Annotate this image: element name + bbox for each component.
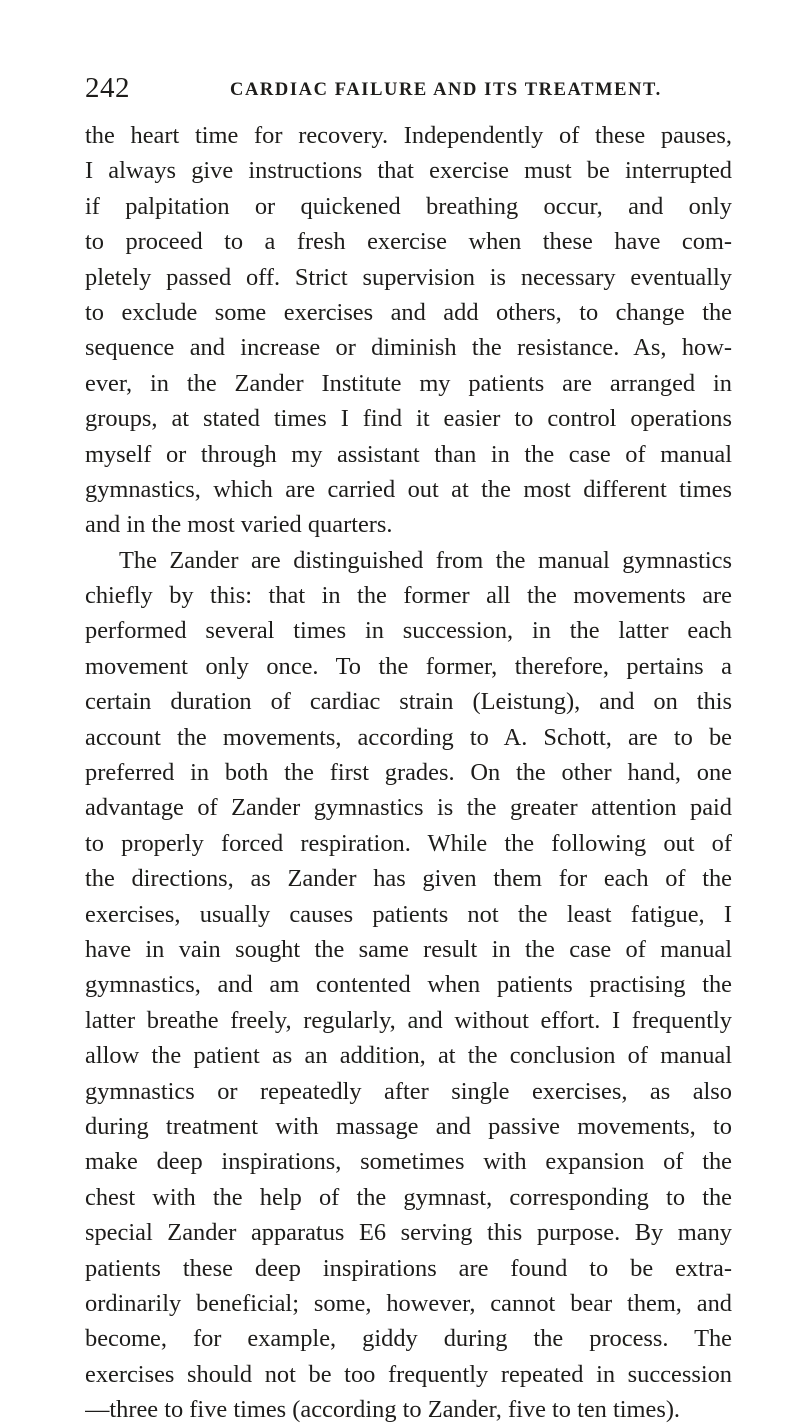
text-line: have in vain sought the same result in the case of manual (85, 935, 732, 963)
page-header (85, 72, 735, 112)
text-line: groups, at stated times I find it easier to control operations (85, 405, 732, 433)
text-line: movement only once. To the former, therefore, pertains a (85, 652, 732, 680)
body-text (85, 118, 732, 1427)
text-line: preferred in both the first grades. On the other hand, one (85, 759, 732, 787)
text-line: become, for example, giddy during the process. The (85, 1325, 732, 1353)
text-line: —three to five times (according to Zander, five to ten times). (85, 1396, 681, 1424)
text-line: the heart time for recovery. Independently of these pauses, (85, 122, 732, 149)
text-line: latter breathe freely, regularly, and without effort. I frequently (85, 1006, 732, 1034)
text-line: performed several times in succession, in the latter each (85, 617, 732, 645)
text-line: to exclude some exercises and add others, to change the (85, 298, 732, 326)
text-line: The Zander are distinguished from the manual gymnastics (119, 546, 732, 574)
text-line: and in the most varied quarters. (85, 511, 393, 539)
text-line: ever, in the Zander Institute my patients are arranged in (85, 369, 732, 397)
text-line: I always give instructions that exercise must be interrupted (85, 157, 732, 185)
text-line: to properly forced respiration. While the following out of (85, 829, 732, 857)
text-line: exercises, usually causes patients not the least fatigue, I (85, 900, 732, 928)
text-line: account the movements, according to A. Schott, are to be (85, 723, 732, 751)
running-head: CARDIAC FAILURE AND ITS TREATMENT. (230, 80, 662, 100)
text-line: ordinarily beneficial; some, however, cannot bear them, and (85, 1289, 732, 1317)
text-line: gymnastics, which are carried out at the most different times (85, 475, 732, 503)
text-line: special Zander apparatus E6 serving this purpose. By many (85, 1219, 732, 1247)
page-number: 242 (85, 72, 130, 104)
text-line: sequence and increase or diminish the resistance. As, how- (85, 334, 732, 362)
text-line: pletely passed off. Strict supervision is necessary eventually (85, 263, 732, 291)
text-line: patients these deep inspirations are found to be extra- (85, 1254, 732, 1282)
text-line: to proceed to a fresh exercise when these have com- (85, 228, 732, 256)
text-line: the directions, as Zander has given them for each of the (85, 865, 732, 893)
text-line: exercises should not be too frequently repeated in succession (85, 1360, 732, 1388)
text-line: gymnastics or repeatedly after single exercises, as also (85, 1077, 732, 1105)
text-line: during treatment with massage and passive movements, to (85, 1112, 732, 1140)
text-line: certain duration of cardiac strain (Leistung), and on this (85, 688, 732, 716)
text-line: make deep inspirations, sometimes with expansion of the (85, 1148, 732, 1176)
text-line: gymnastics, and am contented when patients practising the (85, 971, 732, 999)
text-line: myself or through my assistant than in the case of manual (85, 440, 732, 468)
text-line: if palpitation or quickened breathing occur, and only (85, 192, 732, 220)
text-line: chest with the help of the gymnast, corresponding to the (85, 1183, 732, 1211)
text-line: allow the patient as an addition, at the conclusion of manual (85, 1042, 732, 1070)
text-line: advantage of Zander gymnastics is the greater attention paid (85, 794, 732, 822)
text-line: chiefly by this: that in the former all the movements are (85, 582, 732, 610)
